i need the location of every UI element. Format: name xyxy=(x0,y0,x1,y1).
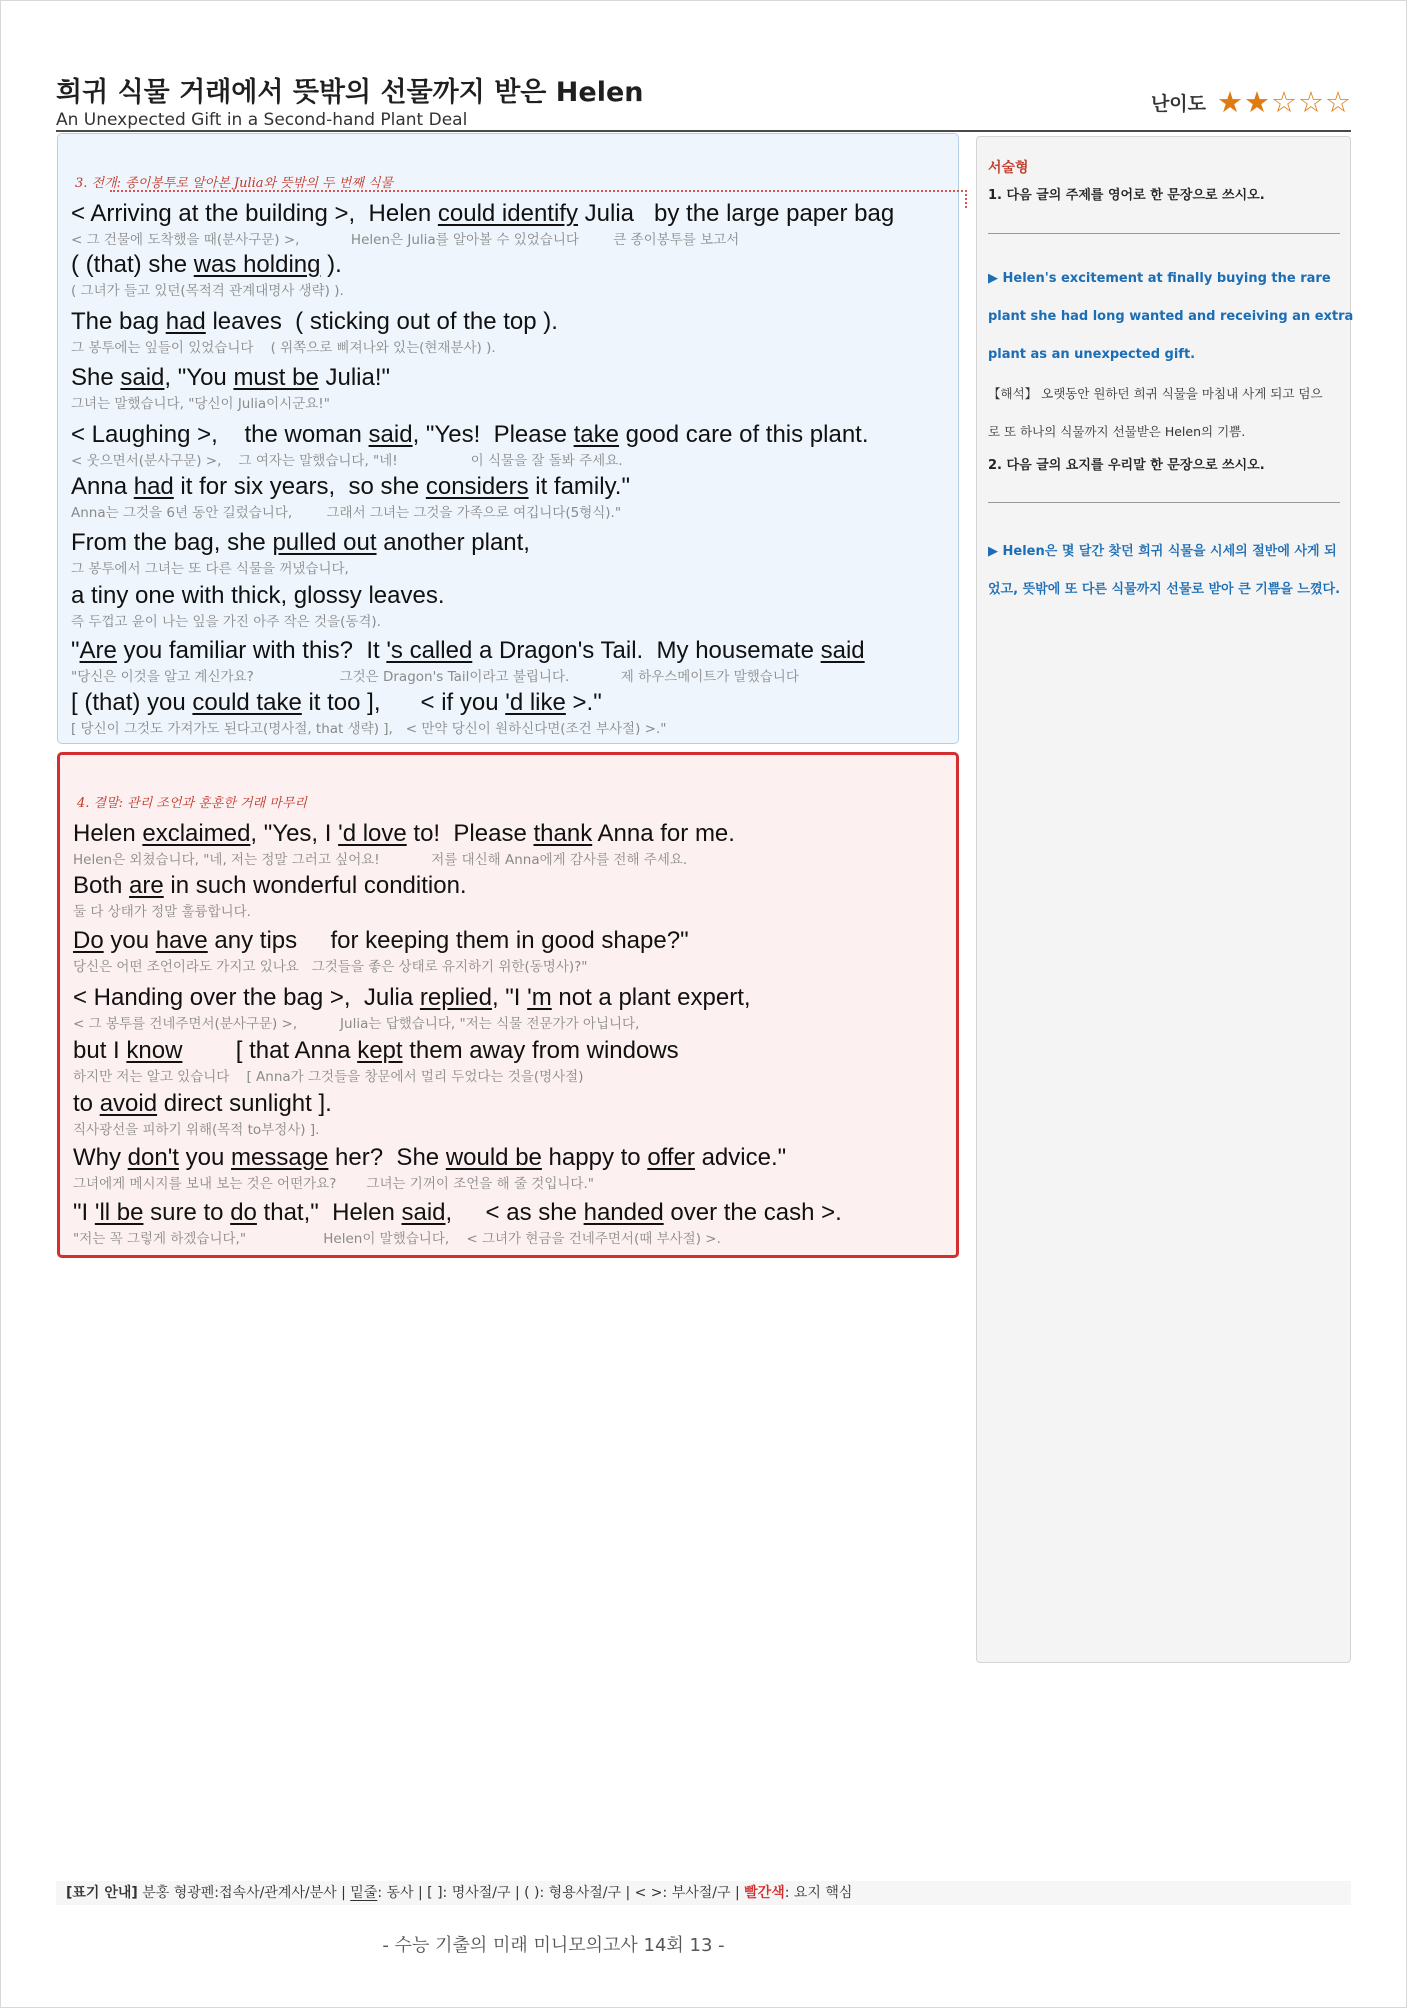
sentence-text: >." xyxy=(565,689,602,716)
english-sentence xyxy=(73,1199,842,1227)
sentence-text: them away from windows xyxy=(402,1037,679,1064)
underlined-verb: 'm xyxy=(527,984,552,1011)
underlined-verb: Do xyxy=(73,927,104,954)
answer-1-translation: 【해석】 오랫동안 원하던 희귀 식물을 마침내 사게 되고 덤으 xyxy=(988,386,1323,401)
english-sentence xyxy=(71,637,865,665)
english-sentence xyxy=(71,251,344,279)
sentence-line xyxy=(71,689,667,737)
sentence-text: another plant, xyxy=(376,529,530,556)
question-type-label: 서술형 xyxy=(988,160,1029,176)
page-subtitle: An Unexpected Gift in a Second-hand Plant Deal xyxy=(56,110,468,130)
english-sentence xyxy=(71,689,666,717)
underlined-verb: thank xyxy=(533,820,593,847)
sentence-text: " xyxy=(71,637,80,664)
sentence-text: her? She xyxy=(328,1144,446,1171)
difficulty-label: 난이도 xyxy=(1150,93,1206,115)
korean-translation xyxy=(73,900,467,920)
difficulty-rating xyxy=(1150,85,1351,119)
korean-translation xyxy=(71,610,445,630)
sentence-text: The bag xyxy=(71,308,166,335)
sentence-line xyxy=(71,308,558,356)
korean-translation xyxy=(71,336,558,356)
legend-text: : 요지 핵심 xyxy=(784,1885,853,1901)
underlined-verb: avoid xyxy=(99,1090,158,1117)
sentence-line xyxy=(73,1144,787,1192)
korean-translation xyxy=(71,557,530,577)
question-2: 2. 다음 글의 요지를 우리말 한 문장으로 쓰시오. xyxy=(988,458,1265,473)
sentence-text: not a plant expert, xyxy=(551,984,751,1011)
sentence-line xyxy=(73,927,689,975)
sentence-line xyxy=(73,820,735,868)
underlined-verb: said xyxy=(820,637,865,664)
korean-translation xyxy=(73,848,735,868)
sentence-line xyxy=(71,364,391,412)
underlined-verb: message xyxy=(231,1144,329,1171)
answer-2-line: 었고, 뜻밖에 또 다른 식물까지 선물로 받아 큰 기쁨을 느꼈다. xyxy=(988,582,1341,597)
translation-text: 직사광선을 피하기 위해(목적 to부정사) ]. xyxy=(73,1122,320,1138)
sentence-text: < Handing over the bag >, Julia xyxy=(73,984,420,1011)
underlined-verb: take xyxy=(573,421,620,448)
answer-1-translation: 로 또 하나의 식물까지 선물받은 Helen의 기쁨. xyxy=(988,424,1246,439)
translation-text: < 그 봉투를 건네주면서(분사구문) >, Julia는 답했습니다, "저는 식물 전문가가 아닙니다, xyxy=(73,1016,640,1032)
underlined-verb: would be xyxy=(445,1144,542,1171)
answer-1-rule xyxy=(988,233,1340,234)
sentence-line xyxy=(73,872,467,920)
translation-text: Helen은 외쳤습니다, "네, 저는 정말 그러고 싶어요! 저를 대신해 Anna에게 감사를 전해 주세요. xyxy=(73,852,688,868)
korean-translation xyxy=(73,1012,751,1032)
sentence-text: Helen xyxy=(73,820,143,847)
sentence-text: Both xyxy=(73,872,130,899)
translation-text: "당신은 이것을 알고 계신가요? 그것은 Dragon's Tail이라고 불립니다. 제 하우스메이트가 말했습니다 xyxy=(71,669,799,685)
underlined-verb: had xyxy=(165,308,206,335)
sentence-text: leaves ( sticking out of the top ). xyxy=(205,308,558,335)
sentence-text: it for six years, so she xyxy=(173,473,426,500)
sentence-text: < Laughing >, the woman xyxy=(71,421,369,448)
underlined-verb: kept xyxy=(357,1037,403,1064)
translation-text: < 웃으면서(분사구문) >, 그 여자는 말했습니다, "네! 이 식물을 잘 돌봐 주세요. xyxy=(71,453,623,469)
underlined-verb: could identify xyxy=(437,200,578,227)
korean-translation xyxy=(73,955,689,975)
sentence-line xyxy=(71,529,530,577)
korean-translation xyxy=(73,1172,786,1192)
underlined-verb: are xyxy=(129,872,164,899)
sentence-text: ). xyxy=(320,251,342,278)
sentence-text: advice." xyxy=(694,1144,787,1171)
english-sentence xyxy=(71,582,445,610)
answer-1-line: ▶ Helen's excitement at finally buying the rare xyxy=(988,271,1331,286)
translation-text: 하지만 저는 알고 있습니다 [ Anna가 그것들을 창문에서 멀리 두었다는 것을(명사절) xyxy=(73,1069,584,1085)
sentence-text: you familiar with this? It xyxy=(116,637,387,664)
section-4-box xyxy=(57,752,959,1258)
translation-text: < 그 건물에 도착했을 때(분사구문) >, Helen은 Julia를 알아볼 수 있었습니다 큰 종이봉투를 보고서 xyxy=(71,232,740,248)
sentence-text: good care of this plant. xyxy=(619,421,869,448)
sentence-text: Julia!" xyxy=(318,364,391,391)
sentence-line xyxy=(73,1037,679,1085)
english-sentence xyxy=(71,421,869,449)
translation-text: 둘 다 상태가 정말 훌륭합니다. xyxy=(73,904,251,920)
sentence-text: "I xyxy=(73,1199,95,1226)
english-sentence xyxy=(73,1037,679,1065)
sentence-text: any tips for keeping them in good shape?" xyxy=(207,927,689,954)
korean-translation xyxy=(71,228,894,248)
sentence-text: that," Helen xyxy=(256,1199,402,1226)
english-sentence xyxy=(73,820,735,848)
underlined-verb: replied xyxy=(419,984,492,1011)
answer-2-rule xyxy=(988,502,1340,503)
underlined-verb: 'd like xyxy=(505,689,566,716)
sentence-text: happy to xyxy=(541,1144,648,1171)
sentence-text: Anna for me. xyxy=(592,820,735,847)
translation-text: [ 당신이 그것도 가져가도 된다고(명사절, that 생략) ], < 만약 당신이 원하신다면(조건 부사절) >." xyxy=(71,721,667,737)
translation-text: 그녀에게 메시지를 보내 보는 것은 어떤가요? 그녀는 기꺼이 조언을 해 줄 것입니다." xyxy=(73,1176,594,1192)
underlined-verb: said xyxy=(120,364,165,391)
translation-text: Anna는 그것을 6년 동안 길렀습니다, 그래서 그녀는 그것을 가족으로 여깁니다(5형식)." xyxy=(71,505,622,521)
sentence-text: to xyxy=(73,1090,100,1117)
section-3-heading: 3. 전개: 종이봉투로 알아본 Julia와 뜻밖의 두 번째 식물 xyxy=(75,176,394,191)
korean-translation xyxy=(71,665,865,685)
star-filled-icon: ★ xyxy=(1244,85,1270,119)
sentence-text: a tiny one with thick, glossy leaves. xyxy=(71,582,445,609)
answer-1-line: plant she had long wanted and receiving an extra xyxy=(988,309,1354,324)
translation-text: 그 봉투에는 잎들이 있었습니다 ( 위쪽으로 삐져나와 있는(현재분사) ). xyxy=(71,340,496,356)
underlined-verb: don't xyxy=(127,1144,179,1171)
underlined-verb: know xyxy=(126,1037,183,1064)
korean-translation xyxy=(71,392,390,412)
sentence-line xyxy=(71,582,445,630)
korean-translation xyxy=(71,501,630,521)
underlined-verb: exclaimed xyxy=(142,820,251,847)
sentence-text: From the bag, she xyxy=(71,529,273,556)
korean-translation xyxy=(73,1118,332,1138)
underlined-verb: was holding xyxy=(193,251,321,278)
translation-text: ( 그녀가 들고 있던(목적격 관계대명사 생략) ). xyxy=(71,283,344,299)
sentence-line xyxy=(71,637,865,685)
sentence-text: [ (that) you xyxy=(71,689,193,716)
answer-2-line: ▶ Helen은 몇 달간 찾던 희귀 식물을 시세의 절반에 사게 되 xyxy=(988,544,1337,559)
sentence-line xyxy=(71,200,895,248)
underlined-verb: Are xyxy=(79,637,117,664)
korean-translation xyxy=(71,449,869,469)
sentence-text: , "You xyxy=(164,364,234,391)
underlined-verb: considers xyxy=(425,473,529,500)
underlined-verb: had xyxy=(133,473,174,500)
underlined-verb: 'd love xyxy=(338,820,407,847)
sentence-text: direct sunlight ]. xyxy=(157,1090,332,1117)
english-sentence xyxy=(73,927,689,955)
sentence-text: but I xyxy=(73,1037,127,1064)
sentence-text: Why xyxy=(73,1144,128,1171)
korean-translation xyxy=(71,717,667,737)
sentence-text: , "I xyxy=(491,984,528,1011)
translation-text: "저는 꼭 그렇게 하겠습니다," Helen이 말했습니다, < 그녀가 현금을 건네주면서(때 부사절) >. xyxy=(73,1231,721,1247)
legend-red-word: 빨간색 xyxy=(744,1885,785,1901)
underlined-verb: offer xyxy=(647,1144,695,1171)
underlined-verb: must be xyxy=(233,364,319,391)
notation-legend xyxy=(56,1881,1351,1905)
legend-underline-word: 밑줄 xyxy=(350,1885,378,1901)
sentence-text: She xyxy=(71,364,121,391)
korean-translation xyxy=(73,1227,842,1247)
sentence-text: it family." xyxy=(528,473,630,500)
underlined-verb: said xyxy=(401,1199,446,1226)
sentence-text: it too ], < if you xyxy=(301,689,506,716)
translation-text: 그 봉투에서 그녀는 또 다른 식물을 꺼냈습니다, xyxy=(71,561,349,577)
answer-sidebar xyxy=(976,136,1354,1663)
underlined-verb: handed xyxy=(583,1199,664,1226)
page-footer: - 수능 기출의 미래 미니모의고사 14회 13 - xyxy=(382,1935,725,1956)
korean-translation xyxy=(71,279,344,299)
sentence-text: you xyxy=(103,927,156,954)
english-sentence xyxy=(71,529,530,557)
sentence-text: Anna xyxy=(71,473,134,500)
legend-text: : 동사 | [ ]: 명사절/구 | ( ): 형용사절/구 | < >: 부사절/구 | xyxy=(377,1885,745,1901)
underlined-verb: 'll be xyxy=(94,1199,144,1226)
underlined-verb: have xyxy=(155,927,208,954)
underlined-verb: do xyxy=(230,1199,257,1226)
sentence-text: < Arriving at the building >, Helen xyxy=(71,200,438,227)
sentence-text: , < as she xyxy=(445,1199,584,1226)
sentence-text: over the cash >. xyxy=(663,1199,842,1226)
star-empty-icon: ☆ xyxy=(1298,85,1324,119)
english-sentence xyxy=(73,1090,332,1118)
sentence-text: , "Yes! Please xyxy=(412,421,574,448)
sentence-line xyxy=(73,984,751,1032)
english-sentence xyxy=(71,308,558,336)
sentence-text: to! Please xyxy=(406,820,534,847)
star-empty-icon: ☆ xyxy=(1271,85,1297,119)
sentence-text: ( (that) she xyxy=(71,251,194,278)
answer-1-line: plant as an unexpected gift. xyxy=(988,347,1196,362)
english-sentence xyxy=(73,1144,786,1172)
sentence-text: in such wonderful condition. xyxy=(163,872,467,899)
sentence-text: a Dragon's Tail. My housemate xyxy=(472,637,821,664)
translation-text: 즉 두껍고 윤이 나는 잎을 가진 아주 작은 것을(동격). xyxy=(71,614,381,630)
korean-translation xyxy=(73,1065,679,1085)
sentence-text: sure to xyxy=(143,1199,231,1226)
star-filled-icon: ★ xyxy=(1217,85,1243,119)
question-1: 1. 다음 글의 주제를 영어로 한 문장으로 쓰시오. xyxy=(988,188,1265,203)
english-sentence xyxy=(71,200,894,228)
english-sentence xyxy=(73,984,751,1012)
difficulty-stars xyxy=(1216,85,1351,119)
underlined-verb: pulled out xyxy=(272,529,377,556)
sentence-line xyxy=(71,473,630,521)
star-empty-icon: ☆ xyxy=(1325,85,1351,119)
sentence-text: , "Yes, I xyxy=(250,820,339,847)
underlined-verb: said xyxy=(368,421,413,448)
english-sentence xyxy=(73,872,467,900)
sentence-text: [ that Anna xyxy=(182,1037,358,1064)
translation-text: 그녀는 말했습니다, "당신이 Julia이시군요!" xyxy=(71,396,330,412)
english-sentence xyxy=(71,473,630,501)
underlined-verb: 's called xyxy=(386,637,473,664)
legend-label: [표기 안내] xyxy=(66,1885,138,1901)
sentence-text: Julia by the large paper bag xyxy=(577,200,895,227)
sentence-text: you xyxy=(178,1144,231,1171)
english-sentence xyxy=(71,364,390,392)
page-header xyxy=(56,70,1351,132)
section-4-heading: 4. 결말: 관리 조언과 훈훈한 거래 마무리 xyxy=(77,796,307,811)
legend-text: 분홍 형광펜:접속사/관계사/분사 | xyxy=(137,1885,351,1901)
sentence-line xyxy=(71,251,344,299)
page-title: 희귀 식물 거래에서 뜻밖의 선물까지 받은 Helen xyxy=(56,77,644,108)
sentence-line xyxy=(71,421,869,469)
section-3-box xyxy=(57,133,959,744)
sentence-line xyxy=(73,1199,842,1247)
sentence-line xyxy=(73,1090,332,1138)
translation-text: 당신은 어떤 조언이라도 가지고 있나요 그것들을 좋은 상태로 유지하기 위한(동명사)?" xyxy=(73,959,588,975)
underlined-verb: could take xyxy=(192,689,302,716)
